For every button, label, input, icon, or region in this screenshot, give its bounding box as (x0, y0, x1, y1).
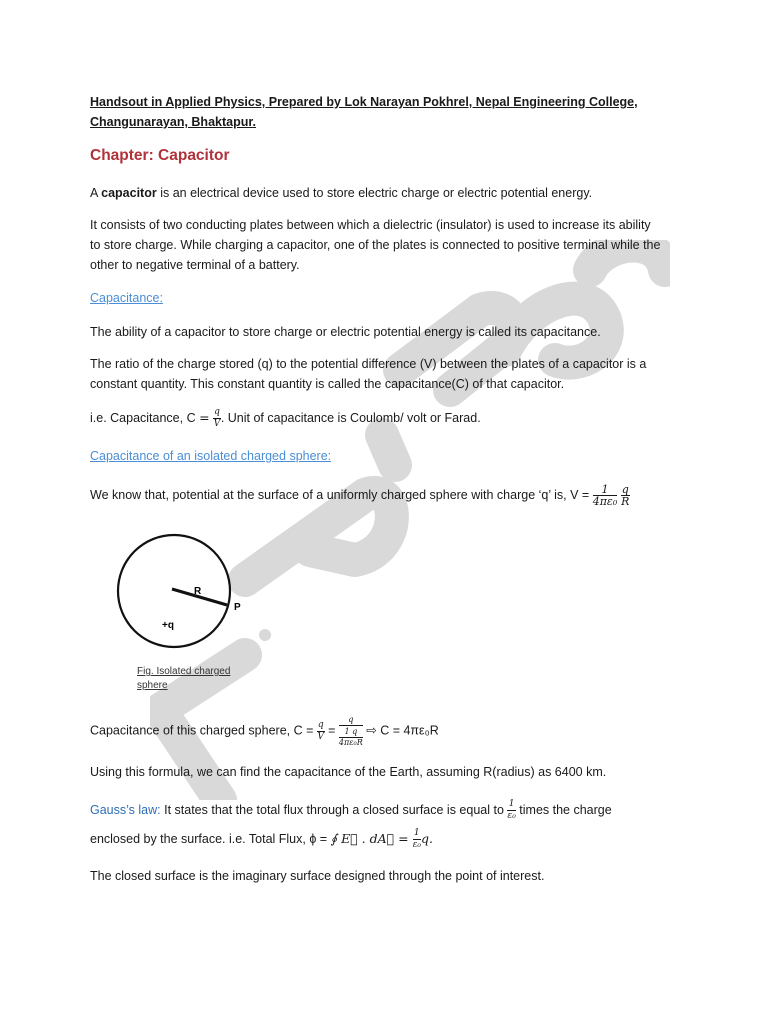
potential-pre: We know that, potential at the surface of a uniformly charged sphere with charge ‘q’ is, V = (90, 488, 593, 502)
label-r: R (194, 586, 202, 597)
frac-den: V (317, 731, 324, 742)
closed-surface-paragraph: The closed surface is the imaginary surface designed through the point of interest. (90, 869, 545, 883)
frac-den: 4πε₀ (592, 495, 618, 509)
inner-q: q (352, 727, 358, 736)
consists-line-2: to store charge. While charging a capacitor, one of the plates is connected to positive terminal while the (90, 238, 661, 252)
frac-num: q (317, 719, 324, 730)
header-line-2: Changunarayan, Bhaktapur. (90, 115, 257, 129)
figure-caption (137, 665, 230, 693)
frac-num: 1 (593, 484, 618, 496)
inner-one: 1 (344, 727, 350, 736)
q-over-v-fraction (213, 407, 221, 430)
intro-pre: A (90, 186, 102, 200)
potential-line (90, 480, 630, 510)
frac-den: ε₀ (507, 811, 516, 822)
gauss-line-1 (90, 797, 612, 823)
frac-num: q (339, 714, 363, 726)
frac-num: 1 (413, 828, 420, 839)
ie-cap-post: . Unit of capacitance is Coulomb/ volt or Farad. (220, 411, 481, 425)
header-line-1: Handsout in Applied Physics, Prepared by Lok Narayan Pokhrel, Nepal Engineering College, (90, 95, 638, 109)
frac-den: ε₀ (412, 840, 421, 851)
ie-cap-eq: = (199, 410, 210, 425)
earth-paragraph: Using this formula, we can find the capacitance of the Earth, assuming R(radius) as 6400 km. (90, 765, 607, 779)
gauss-line2-pre: enclosed by the surface. i.e. Total Flux, ϕ = (90, 832, 331, 846)
flux-integral: ∮ E⃗ . dA⃗ = (330, 831, 413, 846)
intro-bold: capacitor (101, 186, 157, 200)
cap-sphere-eq: = (324, 723, 339, 738)
frac-num: q (621, 483, 629, 497)
frac-den: R (621, 495, 630, 509)
q-over-v-fraction (317, 720, 325, 743)
q-over-r-fraction (621, 484, 630, 507)
ability-paragraph: The ability of a capacitor to store charge or electric potential energy is called its capacitance. (90, 325, 601, 339)
capacitance-heading: Capacitance: (90, 291, 163, 305)
label-q: +q (162, 620, 174, 631)
intro-post: is an electrical device used to store electric charge or electric potential energy. (156, 186, 593, 200)
one-over-4pi-eps-fraction (593, 484, 618, 507)
sphere-heading: Capacitance of an isolated charged sphere: (90, 449, 332, 463)
cap-sphere-line (90, 714, 439, 748)
ratio-line-1: The ratio of the charge stored (q) to the potential difference (V) between the plates of a capacitor is a (90, 357, 647, 371)
caption-line-1: Fig. Isolated charged (137, 666, 231, 677)
gauss-label: Gauss’s law: (90, 803, 161, 817)
nested-fraction (339, 714, 363, 748)
gauss-text-2: times the charge (515, 803, 612, 817)
intro-paragraph (90, 183, 592, 203)
frac-den: V (213, 419, 221, 430)
consists-line-1: It consists of two conducting plates between which a dielectric (insulator) is used to increase its ability (90, 218, 651, 232)
frac-den (339, 726, 363, 748)
label-p: P (234, 602, 241, 613)
consists-line-3: other to negative terminal of a battery. (90, 258, 300, 272)
gauss-line-2 (90, 826, 433, 852)
one-over-eps-fraction-2 (413, 828, 421, 851)
charge-q: q. (421, 831, 433, 846)
gauss-text: It states that the total flux through a closed surface is equal to (160, 803, 508, 817)
inner-den: 4πε₀R (338, 738, 363, 747)
frac-num: q (214, 407, 220, 418)
sphere-figure (110, 528, 270, 658)
one-over-eps-fraction (507, 799, 515, 822)
ratio-line-2: constant quantity. This constant quantity is called the capacitance(C) of that capacitor. (90, 377, 565, 391)
caption-line-2: sphere (137, 680, 168, 691)
chapter-title: Chapter: Capacitor (90, 147, 230, 164)
cap-sphere-pre: Capacitance of this charged sphere, C = (90, 723, 317, 738)
ie-cap-pre: i.e. Capacitance, C (90, 411, 200, 425)
capacitance-formula-line (90, 406, 481, 430)
cap-sphere-post: ⇨ C = 4πε₀R (366, 723, 439, 738)
frac-num: 1 (508, 799, 515, 810)
